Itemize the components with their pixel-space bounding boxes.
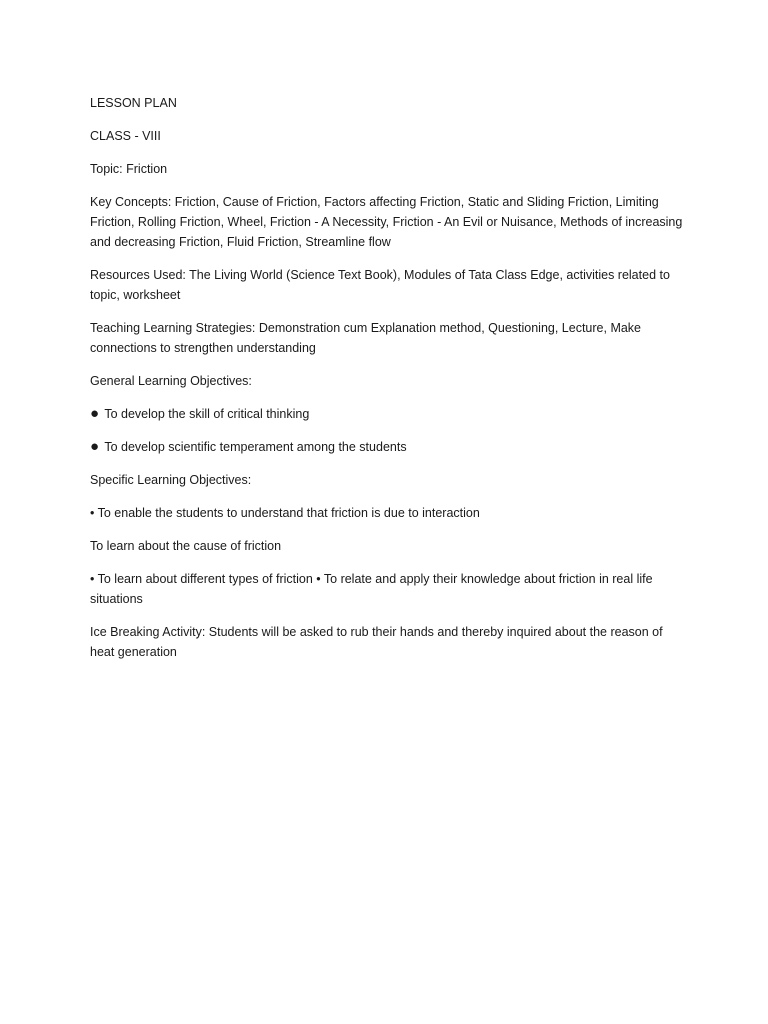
general-objective-item xyxy=(90,404,685,424)
specific-objective-item: • To learn about different types of friction • To relate and apply their knowledge about friction in real life situations xyxy=(90,572,653,606)
general-objectives-heading: General Learning Objectives: xyxy=(90,374,252,388)
bullet-icon: ● xyxy=(90,438,100,455)
topic-line: Topic: Friction xyxy=(90,162,168,176)
ice-breaking-activity: Ice Breaking Activity: Students will be asked to rub their hands and thereby inquired about the reason of heat generation xyxy=(90,625,663,659)
key-concepts: Key Concepts: Friction, Cause of Friction, Factors affecting Friction, Static and Sliding Friction, Limiting Friction, Rolling Friction, Wheel, Friction - A Necessity, Friction - An Evil or Nuisance, Methods of increasing and decreasing Friction, Fluid Friction, Streamline flow xyxy=(90,195,683,249)
bullet-icon: ● xyxy=(90,405,100,422)
document-page xyxy=(90,93,685,675)
document-title: LESSON PLAN xyxy=(90,96,177,110)
general-objective-text: To develop the skill of critical thinking xyxy=(104,407,310,421)
specific-objective-item: To learn about the cause of friction xyxy=(90,539,282,553)
resources-used: Resources Used: The Living World (Science Text Book), Modules of Tata Class Edge, activities related to topic, worksheet xyxy=(90,268,670,302)
teaching-strategies: Teaching Learning Strategies: Demonstration cum Explanation method, Questioning, Lecture, Make connections to strengthen understanding xyxy=(90,321,642,355)
specific-objectives-heading: Specific Learning Objectives: xyxy=(90,473,252,487)
general-objective-item xyxy=(90,437,685,457)
specific-objective-item: • To enable the students to understand that friction is due to interaction xyxy=(90,506,480,520)
class-line: CLASS - VIII xyxy=(90,129,161,143)
general-objective-text: To develop scientific temperament among the students xyxy=(104,440,407,454)
